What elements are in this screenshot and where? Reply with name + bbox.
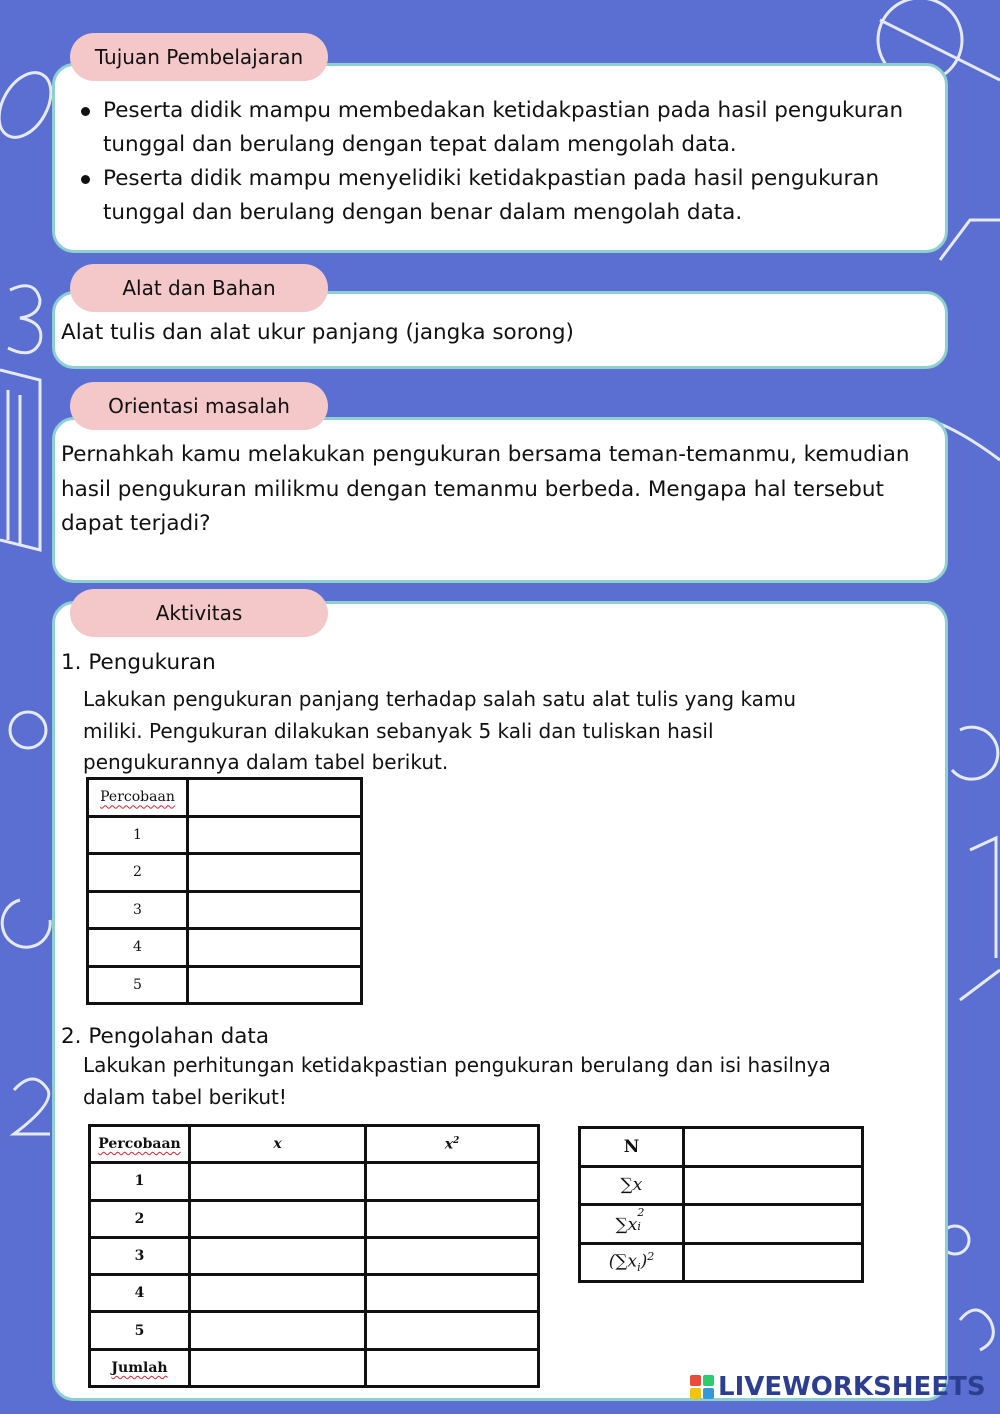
stat-symbol: (∑x [608,1251,638,1272]
table-row [90,1312,539,1349]
measurement-table [86,777,363,1005]
trial-number-cell: 4 [88,929,188,967]
stat-exponent: 2 [647,1250,655,1264]
answer-cell[interactable] [190,1349,366,1386]
answer-cell[interactable] [684,1243,863,1282]
activity-title: Aktivitas [70,589,328,637]
answer-cell[interactable] [366,1275,539,1312]
table-row [580,1243,863,1282]
brand-name: LIVEWORKSHEETS [718,1372,986,1402]
stat-exponent: 2 [637,1205,645,1219]
trial-number-cell: 3 [88,891,188,929]
table-row [90,1126,539,1163]
answer-cell[interactable] [366,1349,539,1386]
answer-cell[interactable] [366,1237,539,1274]
answer-cell[interactable] [190,1200,366,1237]
table-row [90,1349,539,1386]
answer-cell[interactable] [190,1275,366,1312]
table-row [88,779,362,817]
table-row [90,1237,539,1274]
logo-mark-icon [690,1375,714,1399]
stat-label-cell [580,1243,684,1282]
answer-cell[interactable] [366,1163,539,1200]
trial-number-cell: 5 [90,1312,190,1349]
objective-item: Peserta didik mampu menyelidiki ketidakpastian pada hasil pengukuran tunggal dan berulang dengan benar dalam mengolah data. [103,162,925,230]
data-processing-table [88,1124,540,1388]
answer-cell[interactable] [684,1205,863,1244]
objective-item: Peserta didik mampu membedakan ketidakpastian pada hasil pengukuran tunggal dan berulang dengan tepat dalam mengolah data. [103,94,925,162]
step2-text: Lakukan perhitungan ketidakpastian pengukuran berulang dan isi hasilnya dalam tabel berikut! [83,1053,831,1109]
trial-number-cell: 2 [88,854,188,892]
total-label-cell [90,1349,190,1386]
header-var: x [444,1136,454,1153]
table-row [580,1166,863,1205]
stat-subscript: i [637,1261,641,1275]
problem-orientation-title: Orientasi masalah [70,382,328,430]
table-row [88,929,362,967]
stat-subscript: i [637,1219,641,1233]
answer-cell[interactable] [190,1312,366,1349]
answer-cell[interactable] [188,929,362,967]
stat-label-cell: ∑x [580,1166,684,1205]
learning-objectives-list [55,66,945,230]
table-row [90,1200,539,1237]
stat-label-cell: N [580,1128,684,1167]
table-header-cell [88,779,188,817]
tools-materials-text: Alat tulis dan alat ukur panjang (jangka sorong) [61,320,574,345]
step2-heading: 2. Pengolahan data [61,1024,270,1049]
trial-number-cell: 3 [90,1237,190,1274]
table-row [580,1205,863,1244]
table-row [580,1128,863,1167]
table-header-cell [90,1126,190,1163]
problem-orientation-text: Pernahkah kamu melakukan pengukuran bersama teman-temanmu, kemudian hasil pengukuran milikmu dengan temanmu berbeda. Mengapa hal tersebut dapat terjadi? [61,442,910,536]
table-row [88,816,362,854]
answer-cell[interactable] [188,966,362,1004]
total-label: Jumlah [111,1359,168,1376]
tools-materials-title: Alat dan Bahan [70,264,328,312]
answer-cell[interactable] [188,854,362,892]
answer-cell[interactable] [366,1312,539,1349]
step1-text: Lakukan pengukuran panjang terhadap salah satu alat tulis yang kamu miliki. Pengukuran dilakukan sebanyak 5 kali dan tuliskan hasil pengukurannya dalam tabel berikut. [83,687,797,774]
table-header-cell: x [190,1126,366,1163]
header-label: Percobaan [98,1136,181,1153]
table-row [90,1163,539,1200]
answer-cell[interactable] [188,891,362,929]
problem-orientation-card [52,417,948,583]
trial-number-cell: 1 [88,816,188,854]
table-row [88,854,362,892]
table-header-cell [366,1126,539,1163]
stat-symbol: ∑x [615,1214,638,1235]
answer-cell[interactable] [188,779,362,817]
learning-objectives-card [52,63,948,253]
table-row [90,1275,539,1312]
answer-cell[interactable] [190,1163,366,1200]
answer-cell[interactable] [684,1128,863,1167]
table-row [88,966,362,1004]
step1-heading: 1. Pengukuran [61,650,216,675]
learning-objectives-title: Tujuan Pembelajaran [70,33,328,81]
stat-label-cell [580,1205,684,1244]
liveworksheets-logo [690,1372,986,1402]
header-label: Percobaan [100,789,175,806]
answer-cell[interactable] [684,1166,863,1205]
answer-cell[interactable] [188,816,362,854]
trial-number-cell: 4 [90,1275,190,1312]
trial-number-cell: 5 [88,966,188,1004]
statistics-table [578,1126,864,1283]
table-row [88,891,362,929]
trial-number-cell: 2 [90,1200,190,1237]
stat-close: ) [640,1251,648,1272]
header-exponent: 2 [453,1135,460,1146]
trial-number-cell: 1 [90,1163,190,1200]
answer-cell[interactable] [190,1237,366,1274]
answer-cell[interactable] [366,1200,539,1237]
